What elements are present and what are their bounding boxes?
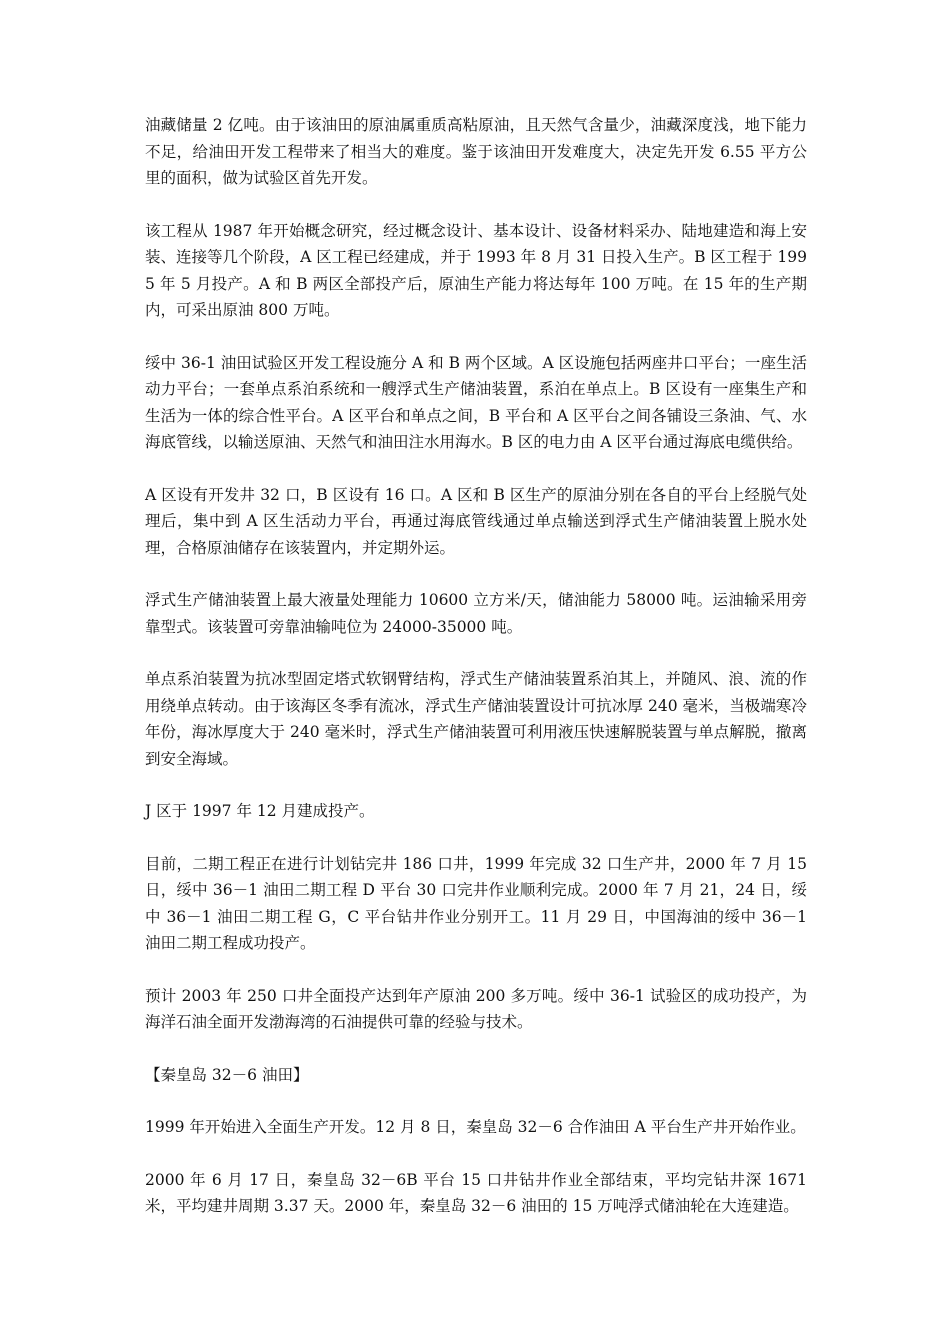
paragraph-phase-two: 目前，二期工程正在进行计划钻完井 186 口井，1999 年完成 32 口生产井，2000 年 7 月 15 日，绥中 36－1 油田二期工程 D 平台 30 口完井作业顺利完成。2000 年 7 月 21，24 日，绥中 36－1 油田二期工程 G，C 平台钻井作业分别开工。11 月 29 日，中国海油的绥中 36－1 油田二期工程成功投产。 (145, 854, 807, 952)
paragraph-qhd-2000: 2000 年 6 月 17 日，秦皇岛 32－6B 平台 15 口井钻井作业全部结束，平均完钻井深 1671 米，平均建井周期 3.37 天。2000 年，秦皇岛 32－6 油田的 15 万吨浮式储油轮在大连建造。 (145, 1170, 807, 1215)
paragraph-j-zone: J 区于 1997 年 12 月建成投产。 (145, 802, 375, 820)
paragraph-qhd-1999: 1999 年开始进入全面生产开发。12 月 8 日，秦皇岛 32－6 合作油田 A 平台生产井开始作业。 (145, 1118, 806, 1136)
section-heading-qhd-32-6: 【秦皇岛 32－6 油田】 (145, 1065, 309, 1084)
document-body (145, 112, 807, 1246)
paragraph-facilities: 绥中 36-1 油田试验区开发工程设施分 A 和 B 两个区域。A 区设施包括两座井口平台；一座生活动力平台；一套单点系泊系统和一艘浮式生产储油装置，系泊在单点上。B 区设有一座集生产和生活为一体的综合性平台。A 区平台和单点之间，B 平台和 A 区平台之间各铺设三条油、气、水海底管线，以输送原油、天然气和油田注水用海水。B 区的电力由 A 区平台通过海底电缆供给。 (145, 353, 807, 451)
paragraph-fpso-capacity: 浮式生产储油装置上最大液量处理能力 10600 立方米/天，储油能力 58000 吨。运油输采用旁靠型式。该装置可旁靠油输吨位为 24000-35000 吨。 (145, 591, 807, 636)
paragraph-project-history: 该工程从 1987 年开始概念研究，经过概念设计、基本设计、设备材料采办、陆地建造和海上安装、连接等几个阶段，A 区工程已经建成，并于 1993 年 8 月 31 日投入生产。B 区工程于 1995 年 5 月投产。A 和 B 两区全部投产后，原油生产能力将达每年 100 万吨。在 15 年的生产期内，可采出原油 800 万吨。 (145, 221, 807, 319)
paragraph-wells: A 区设有开发井 32 口，B 区设有 16 口。A 区和 B 区生产的原油分别在各自的平台上经脱气处理后，集中到 A 区生活动力平台，再通过海底管线通过单点输送到浮式生产储油装置上脱水处理，合格原油储存在该装置内，并定期外运。 (145, 485, 807, 557)
paragraph-reserves: 油藏储量 2 亿吨。由于该油田的原油属重质高粘原油，且天然气含量少，油藏深度浅，地下能力不足，给油田开发工程带来了相当大的难度。鉴于该油田开发难度大，决定先开发 6.55 平方公里的面积，做为试验区首先开发。 (145, 116, 807, 187)
paragraph-mooring: 单点系泊装置为抗冰型固定塔式软钢臂结构，浮式生产储油装置系泊其上，并随风、浪、流的作用绕单点转动。由于该海区冬季有流冰，浮式生产储油装置设计可抗冰厚 240 毫米，当极端寒冷年份，海冰厚度大于 240 毫米时，浮式生产储油装置可利用液压快速解脱装置与单点解脱，撤离到安全海域。 (145, 670, 807, 768)
paragraph-forecast: 预计 2003 年 250 口井全面投产达到年产原油 200 多万吨。绥中 36-1 试验区的成功投产，为海洋石油全面开发渤海湾的石油提供可靠的经验与技术。 (145, 986, 807, 1031)
